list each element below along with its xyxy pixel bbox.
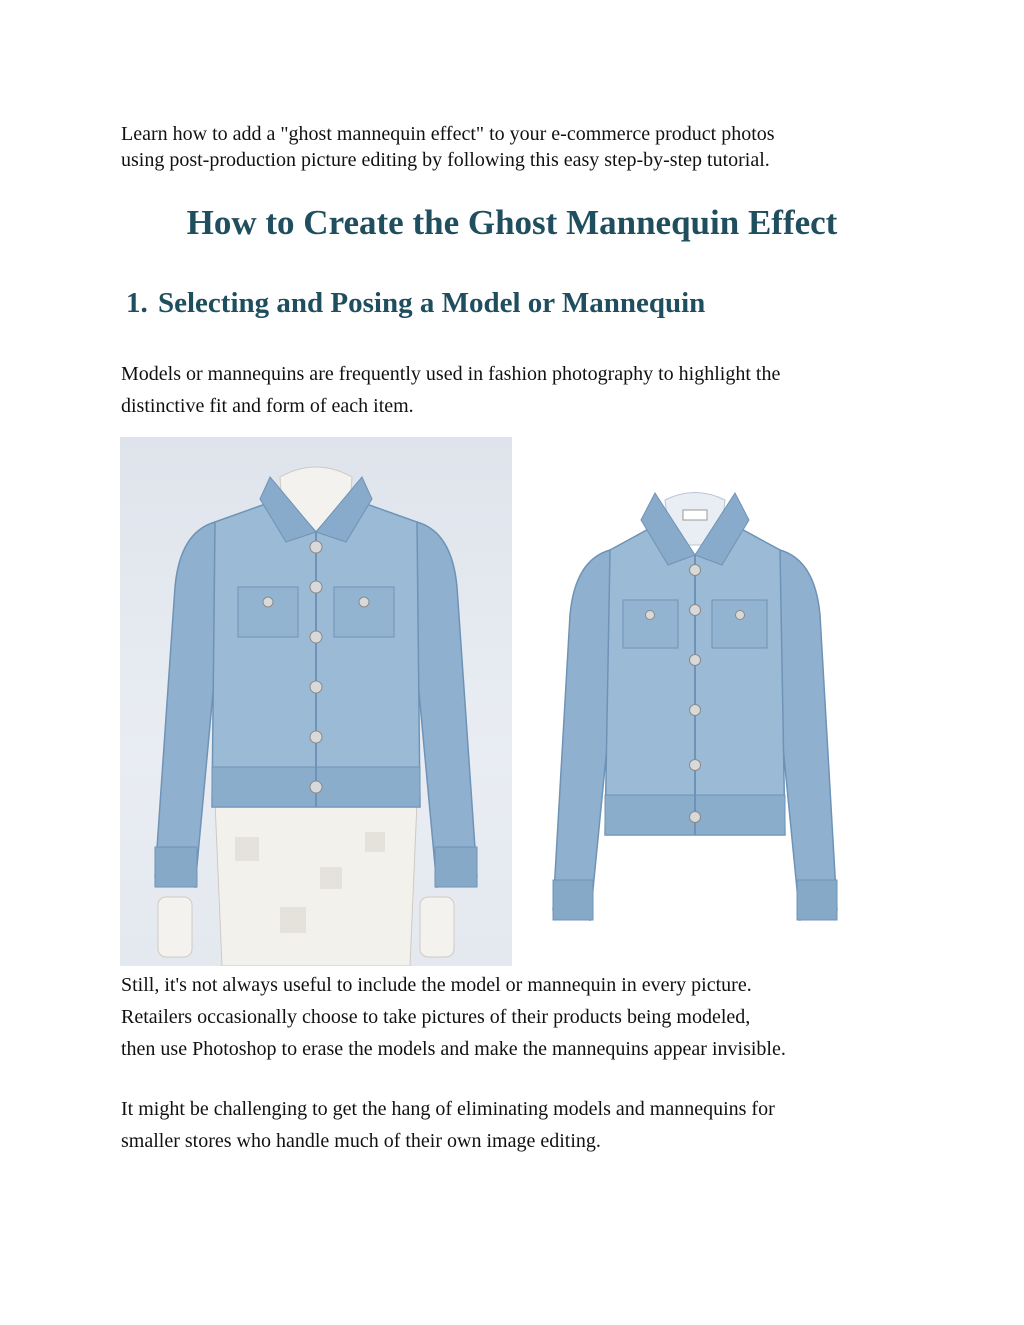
paragraph-2-line-2: Retailers occasionally choose to take pictures of their products being modeled, [121,1006,751,1028]
section-heading [126,281,705,325]
jacket-on-mannequin-image [120,437,512,966]
page-title: How to Create the Ghost Mannequin Effect [186,203,838,242]
body-paragraph-1 [121,358,921,422]
paragraph-3-line-2: smaller stores who handle much of their own image editing. [121,1130,601,1152]
intro-paragraph [121,121,921,173]
body-paragraph-3 [121,1093,921,1157]
section-heading-text: Selecting and Posing a Model or Mannequin [158,287,706,319]
jacket-ghost-mannequin-image [545,465,845,935]
paragraph-2-line-1: Still, it's not always useful to include the model or mannequin in every picture. [121,974,752,996]
body-paragraph-2 [121,969,921,1065]
paragraph-1-line-1: Models or mannequins are frequently used in fashion photography to highlight the [121,363,781,385]
section-number: 1. [126,287,148,319]
jacket-ghost-mannequin-illustration [545,465,845,935]
paragraph-1-line-2: distinctive fit and form of each item. [121,395,414,417]
paragraph-2-line-3: then use Photoshop to erase the models and make the mannequins appear invisible. [121,1038,786,1060]
intro-line-2: using post-production picture editing by following this easy step-by-step tutorial. [121,149,770,171]
paragraph-3-line-1: It might be challenging to get the hang of eliminating models and mannequins for [121,1098,775,1120]
jacket-on-mannequin-illustration [120,437,512,966]
intro-line-1: Learn how to add a "ghost mannequin effect" to your e-commerce product photos [121,123,775,145]
